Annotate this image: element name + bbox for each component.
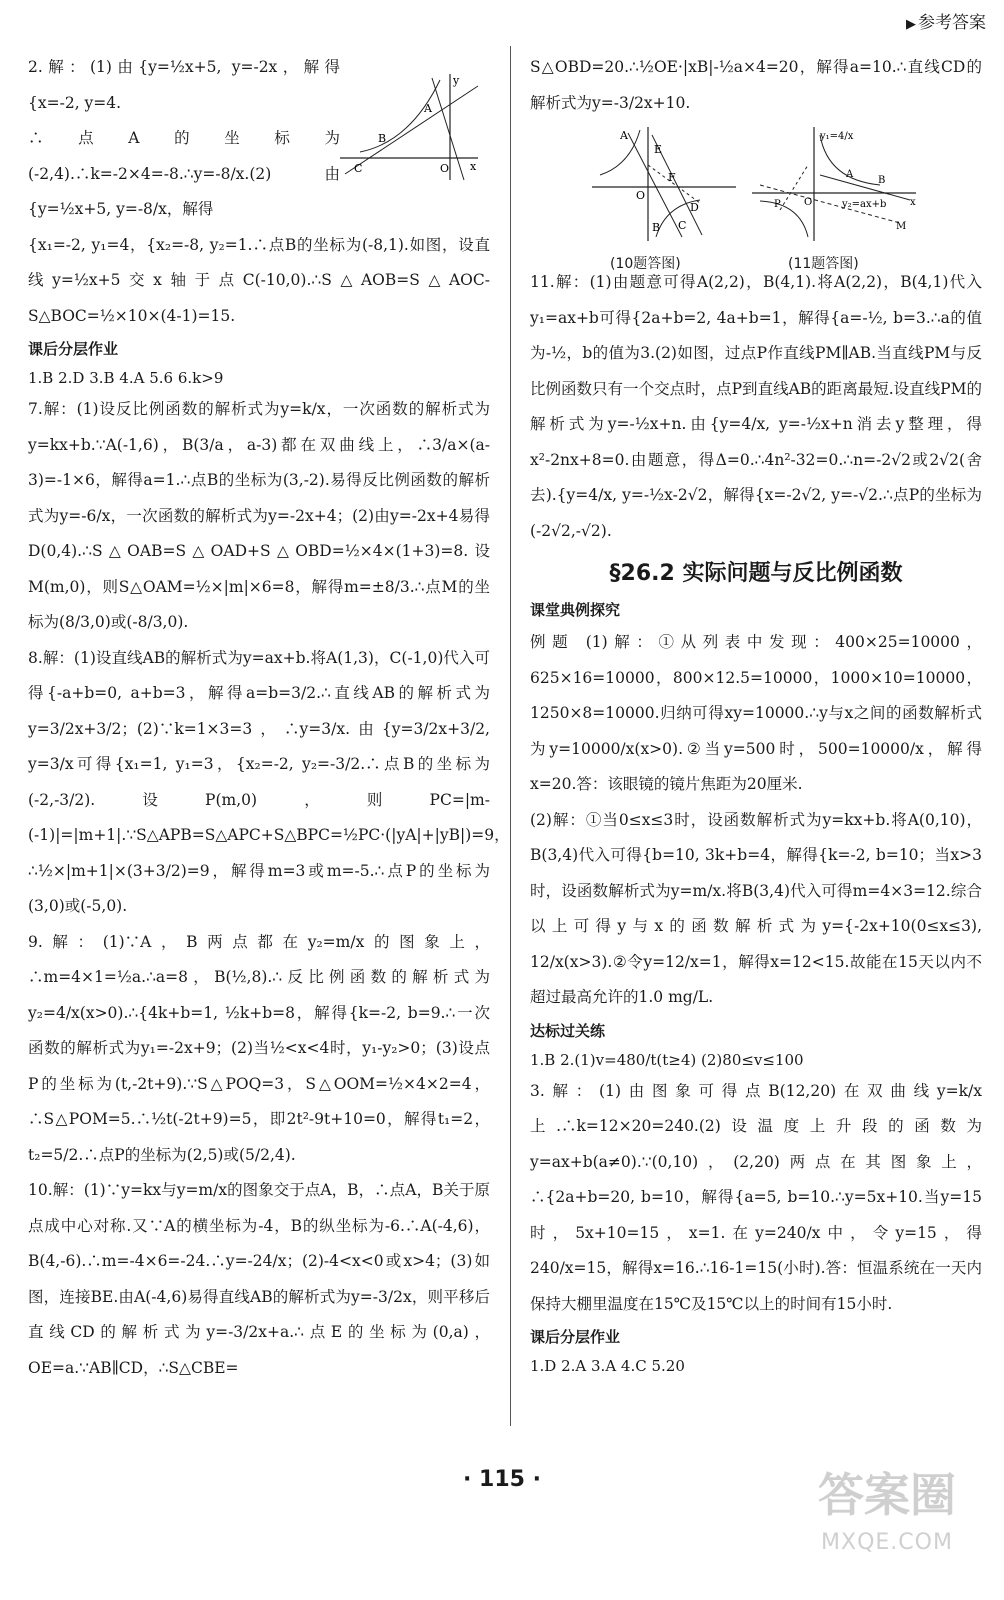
svg-text:A: A [846,169,854,180]
q2-part3: {x₁=-2, y₁=4，{x₂=-8, y₂=1.∴点B的坐标为(-8,1).如图，设直线y=½x+5交x轴于点C(-10,0).∴S△AOB=S△AOC-S△BOC=½×10×(4-1)=15. [28,235,490,325]
triangle-marker-icon: ▶ [906,17,916,32]
watermark-url: MXQE.COM [821,1530,953,1555]
page-number: · 115 · [463,1467,541,1492]
q8-solution: 8.解：(1)设直线AB的解析式为y=ax+b.将A(1,3)，C(-1,0)代入可得{-a+b=0, a+b=3，解得a=b=3/2.∴直线AB的解析式为y=3/2x+3/2；(2)∵k=1×3=3，∴y=3/x.由{y=3/2x+3/2, y=3/x可得{x₁=1, y₁=3，{x₂=-2, y₂=-3/2.∴点B的坐标为(-2,-3/2).设P(m,0)，则PC=|m-(-1)|=|m+1|.∵S△APB=S△APC+S△BPC=½PC·(|yA|+|yB|)=9，∴½×|m+1|×(3+3/2)=9，解得m=3或m=-5.∴点P的坐标为(3,0)或(-5,0). [28,648,510,915]
left-column [28,50,510,1510]
example-part2: (2)解：①当0≤x≤3时，设函数解析式为y=kx+b.将A(0,10)，B(3,4)代入可得{b=10, 3k+b=4，解得{k=-2, b=10；当x>3时，设函数解析式为y=m/x.将B(3,4)代入可得m=4×3=12.综合以上可得y与x的函数解析式为y={-2x+10(0≤x≤3), 12/x(x>3).②令y=12/x=1，解得x=12<15.故能在15天以内不超过最高允许的1.0 mg/L. [530,810,982,1006]
watermark-title: 答案圈 [818,1468,956,1522]
homework-heading: 课后分层作业 [28,340,119,358]
header-label: 参考答案 [918,13,986,33]
q7-solution: 7.解：(1)设反比例函数的解析式为y=k/x，一次函数的解析式为y=kx+b.∵A(-1,6)，B(3/a，a-3)都在双曲线上，∴3/a×(a-3)=-1×6，解得a=1.∴点B的坐标为(3,-2).易得反比例函数的解析式为y=-6/x，一次函数的解析式为y=-2x+4；(2)由y=-2x+4易得D(0,4).∴S△OAB=S△OAD+S△OBD=½×4×(1+3)=8.设M(m,0)，则S△OAM=½×|m|×6=8，解得m=±8/3.∴点M的坐标为(8/3,0)或(-8/3,0). [28,400,490,631]
example-part1: 例题 (1)解：①从列表中发现：400×25=10000，625×16=10000，800×12.5=10000，1000×10=10000，1250×8=10000.归纳可得xy=10000.∴y与x之间的函数解析式为y=10000/x(x>0).②当y=500时，500=10000/x，解得x=20.答：该眼镜的镜片焦距为20厘米. [530,633,982,793]
svg-text:x: x [910,197,916,208]
svg-text:y₁=4/x: y₁=4/x [820,131,854,142]
svg-text:y₂=ax+b: y₂=ax+b [842,199,887,210]
svg-text:C: C [678,219,687,232]
q9-solution: 9.解：(1)∵A，B两点都在y₂=m/x的图象上，∴m=4×1=½a.∴a=8，B(½,8).∴反比例函数的解析式为y₂=4/x(x>0).∴{4k+b=1, ½k+b=8，解得{k=-2, b=9.∴一次函数的解析式为y₁=-2x+9；(2)当½<x<4时，y₁-y₂>0；(3)设点P的坐标为(t,-2t+9).∵S△POQ=3，S△OOM=½×4×2=4，∴S△POM=5.∴½t(-2t+9)=5，即2t²-9t+10=0，解得t₁=2，t₂=5/2.∴点P的坐标为(2,5)或(5/2,4). [28,932,490,1164]
pass-practice-answers: 1.B 2.(1)v=480/t(t≥4) (2)80≤v≤100 [530,1050,804,1069]
q10-continued: S△OBD=20.∴½OE·|xB|-½a×4=20，解得a=10.∴直线CD的解析式为y=-3/2x+10. [530,58,982,112]
homework-answers-2: 1.D 2.A 3.A 4.C 5.20 [530,1357,685,1375]
column-divider [510,46,511,1426]
svg-text:C: C [354,162,363,175]
svg-text:B: B [878,175,886,186]
q2-block [28,50,490,334]
pass-practice-heading: 达标过关练 [530,1021,606,1040]
svg-text:B: B [652,221,661,234]
q10-answer-figure [590,125,740,243]
q2-part1: 2.解：(1)由{y=½x+5, y=-2x，解得{x=-2, y=4. [28,58,340,112]
svg-text:F: F [668,171,676,184]
q10-figure-caption: (10题答图) [610,256,681,272]
svg-text:O: O [804,197,813,208]
svg-text:O: O [440,162,450,175]
svg-text:x: x [470,160,477,173]
q2-part2: ∴点A的坐标为(-2,4).∴k=-2×4=-8.∴y=-8/x.(2)由{y=½x+5, y=-8/x，解得 [28,129,340,218]
q11-solution: 11.解：(1)由题意可得A(2,2)，B(4,1).将A(2,2)，B(4,1)代入y₁=ax+b可得{2a+b=2, 4a+b=1，解得{a=-½, b=3.∴a的值为-½，b的值为3.(2)如图，过点P作直线PM∥AB.当直线PM与反比例函数只有一个交点时，点P到直线AB的距离最短.设直线PM的解析式为y=-½x+n.由{y=4/x, y=-½x+n消去y整理，得x²-2nx+8=0.由题意，得Δ=0.∴4n²-32=0.∴n=-2√2或2√2(舍去).{y=4/x, y=-½x-2√2，解得{x=-2√2, y=-√2.∴点P的坐标为(-2√2,-√2). [530,273,982,540]
section-title: §26.2 实际问题与反比例函数 [609,561,903,586]
q11-answer-figure [750,125,920,243]
q3-solution: 3.解：(1)由图象可得点B(12,20)在双曲线y=k/x上.∴k=12×20=240.(2)设温度上升段的函数为y=ax+b(a≠0).∵(0,10)，(2,20)两点在其图象上，∴{2a+b=20, b=10，解得{a=5, b=10.∴y=5x+10.当y=15时，5x+10=15，x=1.在y=240/x中，令y=15，得240/x=15，解得x=16.∴16-1=15(小时).答：恒温系统在一天内保持大棚里温度在15℃及15℃以上的时间有15小时. [530,1081,982,1313]
svg-text:M: M [896,221,907,232]
q2-graph-figure [340,72,480,182]
classroom-heading: 课堂典例探究 [530,601,621,619]
svg-text:y: y [453,74,460,87]
svg-text:O: O [636,189,646,202]
homework-heading-2: 课后分层作业 [530,1328,621,1346]
right-column [530,50,982,1510]
svg-text:B: B [378,132,387,145]
answer-figures [530,125,982,272]
watermark-logo [792,1460,982,1580]
svg-text:A: A [620,129,628,142]
q11-figure-caption: (11题答图) [788,256,859,272]
q10-solution: 10.解：(1)∵y=kx与y=m/x的图象交于点A，B，∴点A，B关于原点成中心对称.又∵A的横坐标为-4，B的纵坐标为-6.∴A(-4,6)，B(4,-6).∴m=-4×6=-24.∴y=-24/x；(2)-4<x<0或x>4；(3)如图，连接BE.由A(-4,6)易得直线AB的解析式为y=-3/2x，则平移后直线CD的解析式为y=-3/2x+a.∴点E的坐标为(0,a)，OE=a.∵AB∥CD，∴S△CBE= [28,1181,490,1377]
svg-text:D: D [690,201,699,214]
svg-text:P: P [774,199,781,210]
homework-answers: 1.B 2.D 3.B 4.A 5.6 6.k>9 [28,369,224,387]
header-answer-tag [906,8,986,33]
svg-text:A: A [424,102,432,115]
svg-text:E: E [654,143,663,156]
